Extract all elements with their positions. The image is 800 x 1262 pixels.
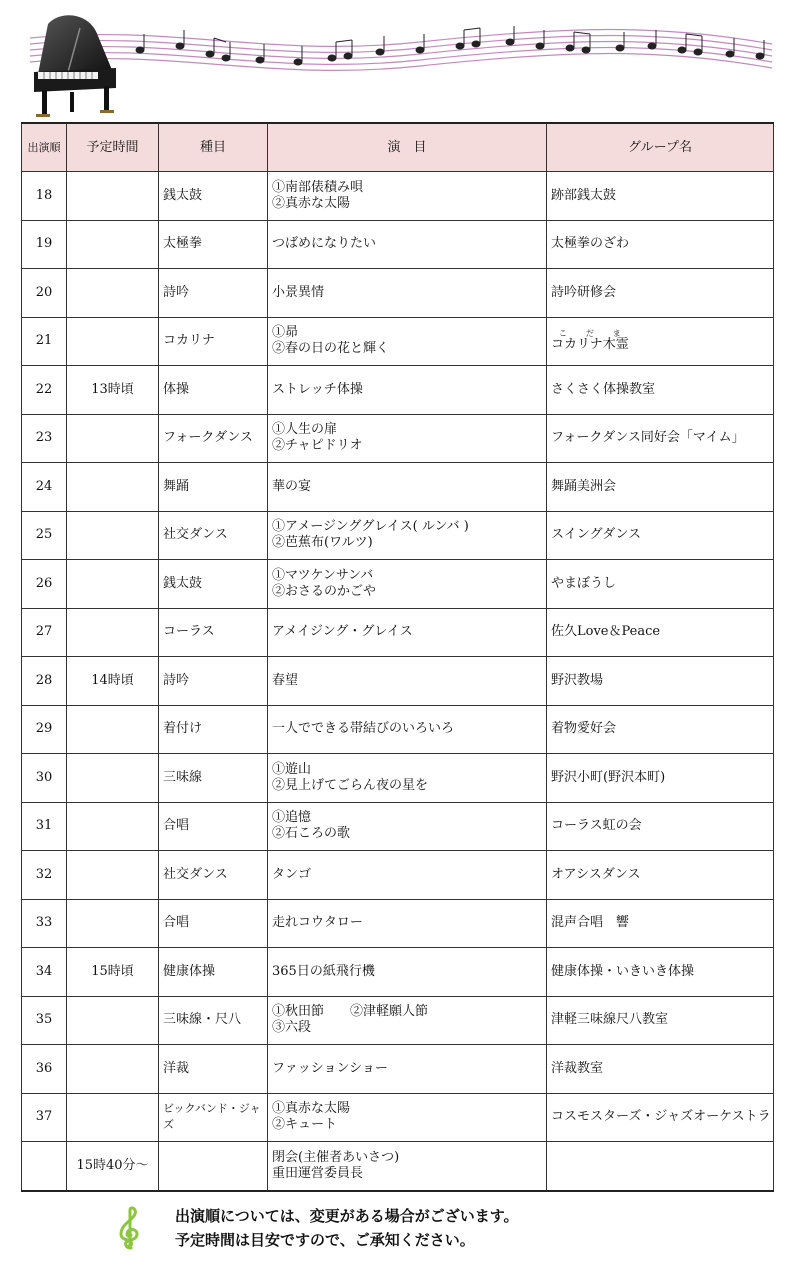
- cell-time: [67, 463, 159, 512]
- cell-time: [67, 317, 159, 366]
- cell-genre: 社交ダンス: [159, 511, 268, 560]
- cell-genre: 銭太鼓: [159, 172, 268, 221]
- program-item: ①遊山: [272, 761, 312, 777]
- program-item: ②春の日の花と輝く: [272, 341, 390, 357]
- program-item: ③六段: [272, 1020, 312, 1036]
- cell-order: 24: [22, 463, 67, 512]
- cell-program: [268, 948, 547, 997]
- cell-group: オアシスダンス: [547, 851, 774, 900]
- cell-order: 22: [22, 366, 67, 415]
- cell-group: 野沢小町(野沢本町): [547, 754, 774, 803]
- table-row: [22, 463, 774, 512]
- program-item: 華の宴: [272, 478, 312, 494]
- cell-group: [547, 1142, 774, 1191]
- cell-time: [67, 802, 159, 851]
- cell-genre: 太極拳: [159, 220, 268, 269]
- program-item: つばめになりたい: [272, 236, 377, 252]
- cell-genre: ビックバンド・ジャズ: [159, 1093, 268, 1142]
- cell-order: 34: [22, 948, 67, 997]
- program-item: ②キュート: [272, 1117, 338, 1133]
- cell-group: やまぼうし: [547, 560, 774, 609]
- cell-order: 30: [22, 754, 67, 803]
- cell-order: [22, 1142, 67, 1191]
- cell-program: [268, 366, 547, 415]
- cell-program: [268, 899, 547, 948]
- cell-order: 37: [22, 1093, 67, 1142]
- table-row: [22, 899, 774, 948]
- table-row: [22, 560, 774, 609]
- table-row: [22, 317, 774, 366]
- group-name-reading: こだま: [551, 329, 629, 339]
- cell-time: [67, 608, 159, 657]
- cell-order: 20: [22, 269, 67, 318]
- program-item: 小景異情: [272, 284, 325, 300]
- program-item: ②チャピドリオ: [272, 438, 363, 454]
- notice-line-1: 出演順については、変更がある場合がございます。: [175, 1207, 519, 1225]
- table-row: [22, 1045, 774, 1094]
- cell-genre: 社交ダンス: [159, 851, 268, 900]
- program-item: 春望: [272, 672, 299, 688]
- table-row: [22, 172, 774, 221]
- table-row: [22, 511, 774, 560]
- table-row: [22, 366, 774, 415]
- notice-text: [175, 1204, 519, 1252]
- cell-group: 太極拳のざわ: [547, 220, 774, 269]
- cell-order: 19: [22, 220, 67, 269]
- cell-program: [268, 657, 547, 706]
- col-header-time: 予定時間: [67, 123, 159, 172]
- col-header-group: グループ名: [547, 123, 774, 172]
- table-row: [22, 705, 774, 754]
- program-item: 走れコウタロー: [272, 915, 363, 931]
- cell-genre: 着付け: [159, 705, 268, 754]
- cell-order: 23: [22, 414, 67, 463]
- cell-genre: 銭太鼓: [159, 560, 268, 609]
- cell-genre: 三味線: [159, 754, 268, 803]
- table-row: [22, 414, 774, 463]
- table-row: [22, 851, 774, 900]
- cell-time: [67, 754, 159, 803]
- cell-time: 14時頃: [67, 657, 159, 706]
- cell-order: 27: [22, 608, 67, 657]
- cell-genre: 合唱: [159, 802, 268, 851]
- cell-program: [268, 754, 547, 803]
- cell-program: [268, 317, 547, 366]
- cell-program: [268, 608, 547, 657]
- cell-group: 舞踊美洲会: [547, 463, 774, 512]
- piano-music-banner: [20, 6, 780, 118]
- cell-time: [67, 705, 159, 754]
- cell-program: [268, 220, 547, 269]
- table-row: [22, 269, 774, 318]
- program-table: [21, 122, 774, 1192]
- cell-program: [268, 802, 547, 851]
- cell-genre: コカリナ: [159, 317, 268, 366]
- cell-group: 着物愛好会: [547, 705, 774, 754]
- program-item: ②石ころの歌: [272, 826, 351, 842]
- cell-group: コーラス虹の会: [547, 802, 774, 851]
- cell-genre: 詩吟: [159, 269, 268, 318]
- group-name-ruby: [551, 329, 629, 353]
- cell-program: [268, 560, 547, 609]
- table-row: [22, 1142, 774, 1191]
- cell-order: 25: [22, 511, 67, 560]
- cell-time: 15時40分～: [67, 1142, 159, 1191]
- cell-time: [67, 511, 159, 560]
- program-item: ①アメージンググレイス( ルンバ ): [272, 519, 469, 535]
- cell-order: 35: [22, 996, 67, 1045]
- cell-genre: 三味線・尺八: [159, 996, 268, 1045]
- cell-program: [268, 705, 547, 754]
- cell-genre: 詩吟: [159, 657, 268, 706]
- program-item: ②見上げてごらん夜の星を: [272, 777, 429, 793]
- program-item: ②真赤な太陽: [272, 195, 351, 211]
- table-row: [22, 948, 774, 997]
- cell-genre: 舞踊: [159, 463, 268, 512]
- cell-group: 佐久Love＆Peace: [547, 608, 774, 657]
- piano-icon: [20, 6, 780, 118]
- cell-program: [268, 511, 547, 560]
- cell-program: [268, 1093, 547, 1142]
- cell-program: [268, 851, 547, 900]
- program-item: ①秋田節 ②津軽願人節: [272, 1004, 429, 1020]
- cell-program: [268, 172, 547, 221]
- col-header-order: 出演順: [22, 123, 67, 172]
- cell-genre: コーラス: [159, 608, 268, 657]
- cell-program: [268, 414, 547, 463]
- cell-order: 32: [22, 851, 67, 900]
- cell-time: [67, 172, 159, 221]
- cell-group: さくさく体操教室: [547, 366, 774, 415]
- cell-time: [67, 851, 159, 900]
- cell-time: [67, 1093, 159, 1142]
- treble-clef-icon: [115, 1206, 145, 1250]
- table-row: [22, 996, 774, 1045]
- cell-program: [268, 1045, 547, 1094]
- cell-group: 野沢教場: [547, 657, 774, 706]
- program-item: ②おさるのかごや: [272, 583, 377, 599]
- table-row: [22, 220, 774, 269]
- program-item: 365日の紙飛行機: [272, 963, 375, 979]
- cell-group: 津軽三味線尺八教室: [547, 996, 774, 1045]
- cell-time: [67, 414, 159, 463]
- program-item: ①南部俵積み唄: [272, 179, 364, 195]
- cell-time: [67, 269, 159, 318]
- cell-order: 29: [22, 705, 67, 754]
- cell-order: 31: [22, 802, 67, 851]
- table-row: [22, 657, 774, 706]
- cell-time: [67, 1045, 159, 1094]
- program-item: タンゴ: [272, 866, 312, 882]
- cell-group: 跡部銭太鼓: [547, 172, 774, 221]
- cell-genre: [159, 1142, 268, 1191]
- notice-line-2: 予定時間は目安ですので、ご承知ください。: [175, 1231, 475, 1249]
- cell-order: 28: [22, 657, 67, 706]
- cell-group: フォークダンス同好会「マイム」: [547, 414, 774, 463]
- table-row: [22, 608, 774, 657]
- cell-group: [547, 317, 774, 366]
- cell-group: 洋裁教室: [547, 1045, 774, 1094]
- cell-group: 健康体操・いきいき体操: [547, 948, 774, 997]
- table-row: [22, 1093, 774, 1142]
- cell-time: [67, 996, 159, 1045]
- cell-genre: 洋裁: [159, 1045, 268, 1094]
- cell-time: [67, 899, 159, 948]
- program-item: ファッションショー: [272, 1060, 388, 1076]
- cell-program: [268, 1142, 547, 1191]
- program-item: ①追憶: [272, 810, 312, 826]
- program-item: 一人でできる帯結びのいろいろ: [272, 721, 455, 737]
- cell-group: スイングダンス: [547, 511, 774, 560]
- program-item: ストレッチ体操: [272, 381, 363, 397]
- cell-group: コスモスターズ・ジャズオーケストラ: [547, 1093, 774, 1142]
- cell-order: 36: [22, 1045, 67, 1094]
- cell-program: [268, 996, 547, 1045]
- program-item: ①マツケンサンバ: [272, 567, 374, 583]
- program-item: 重田運営委員長: [272, 1165, 364, 1181]
- cell-genre: 体操: [159, 366, 268, 415]
- cell-program: [268, 463, 547, 512]
- cell-genre: 健康体操: [159, 948, 268, 997]
- program-item: 閉会(主催者あいさつ): [272, 1149, 400, 1165]
- cell-time: [67, 560, 159, 609]
- col-header-program: 演 目: [268, 123, 547, 172]
- cell-order: 18: [22, 172, 67, 221]
- table-row: [22, 754, 774, 803]
- cell-order: 33: [22, 899, 67, 948]
- cell-program: [268, 269, 547, 318]
- program-item: ①真赤な太陽: [272, 1101, 351, 1117]
- program-item: ①人生の扉: [272, 422, 338, 438]
- cell-genre: 合唱: [159, 899, 268, 948]
- program-item: ②芭蕉布(ワルツ): [272, 535, 373, 551]
- table-header-row: [22, 123, 774, 172]
- table-row: [22, 802, 774, 851]
- group-name: コカリナ木霊: [551, 337, 629, 353]
- cell-time: [67, 220, 159, 269]
- cell-order: 21: [22, 317, 67, 366]
- cell-time: 15時頃: [67, 948, 159, 997]
- col-header-genre: 種目: [159, 123, 268, 172]
- program-item: ①昴: [272, 325, 299, 341]
- program-item: アメイジング・グレイス: [272, 624, 413, 640]
- cell-group: 混声合唱 響: [547, 899, 774, 948]
- cell-genre: フォークダンス: [159, 414, 268, 463]
- cell-order: 26: [22, 560, 67, 609]
- cell-group: 詩吟研修会: [547, 269, 774, 318]
- cell-time: 13時頃: [67, 366, 159, 415]
